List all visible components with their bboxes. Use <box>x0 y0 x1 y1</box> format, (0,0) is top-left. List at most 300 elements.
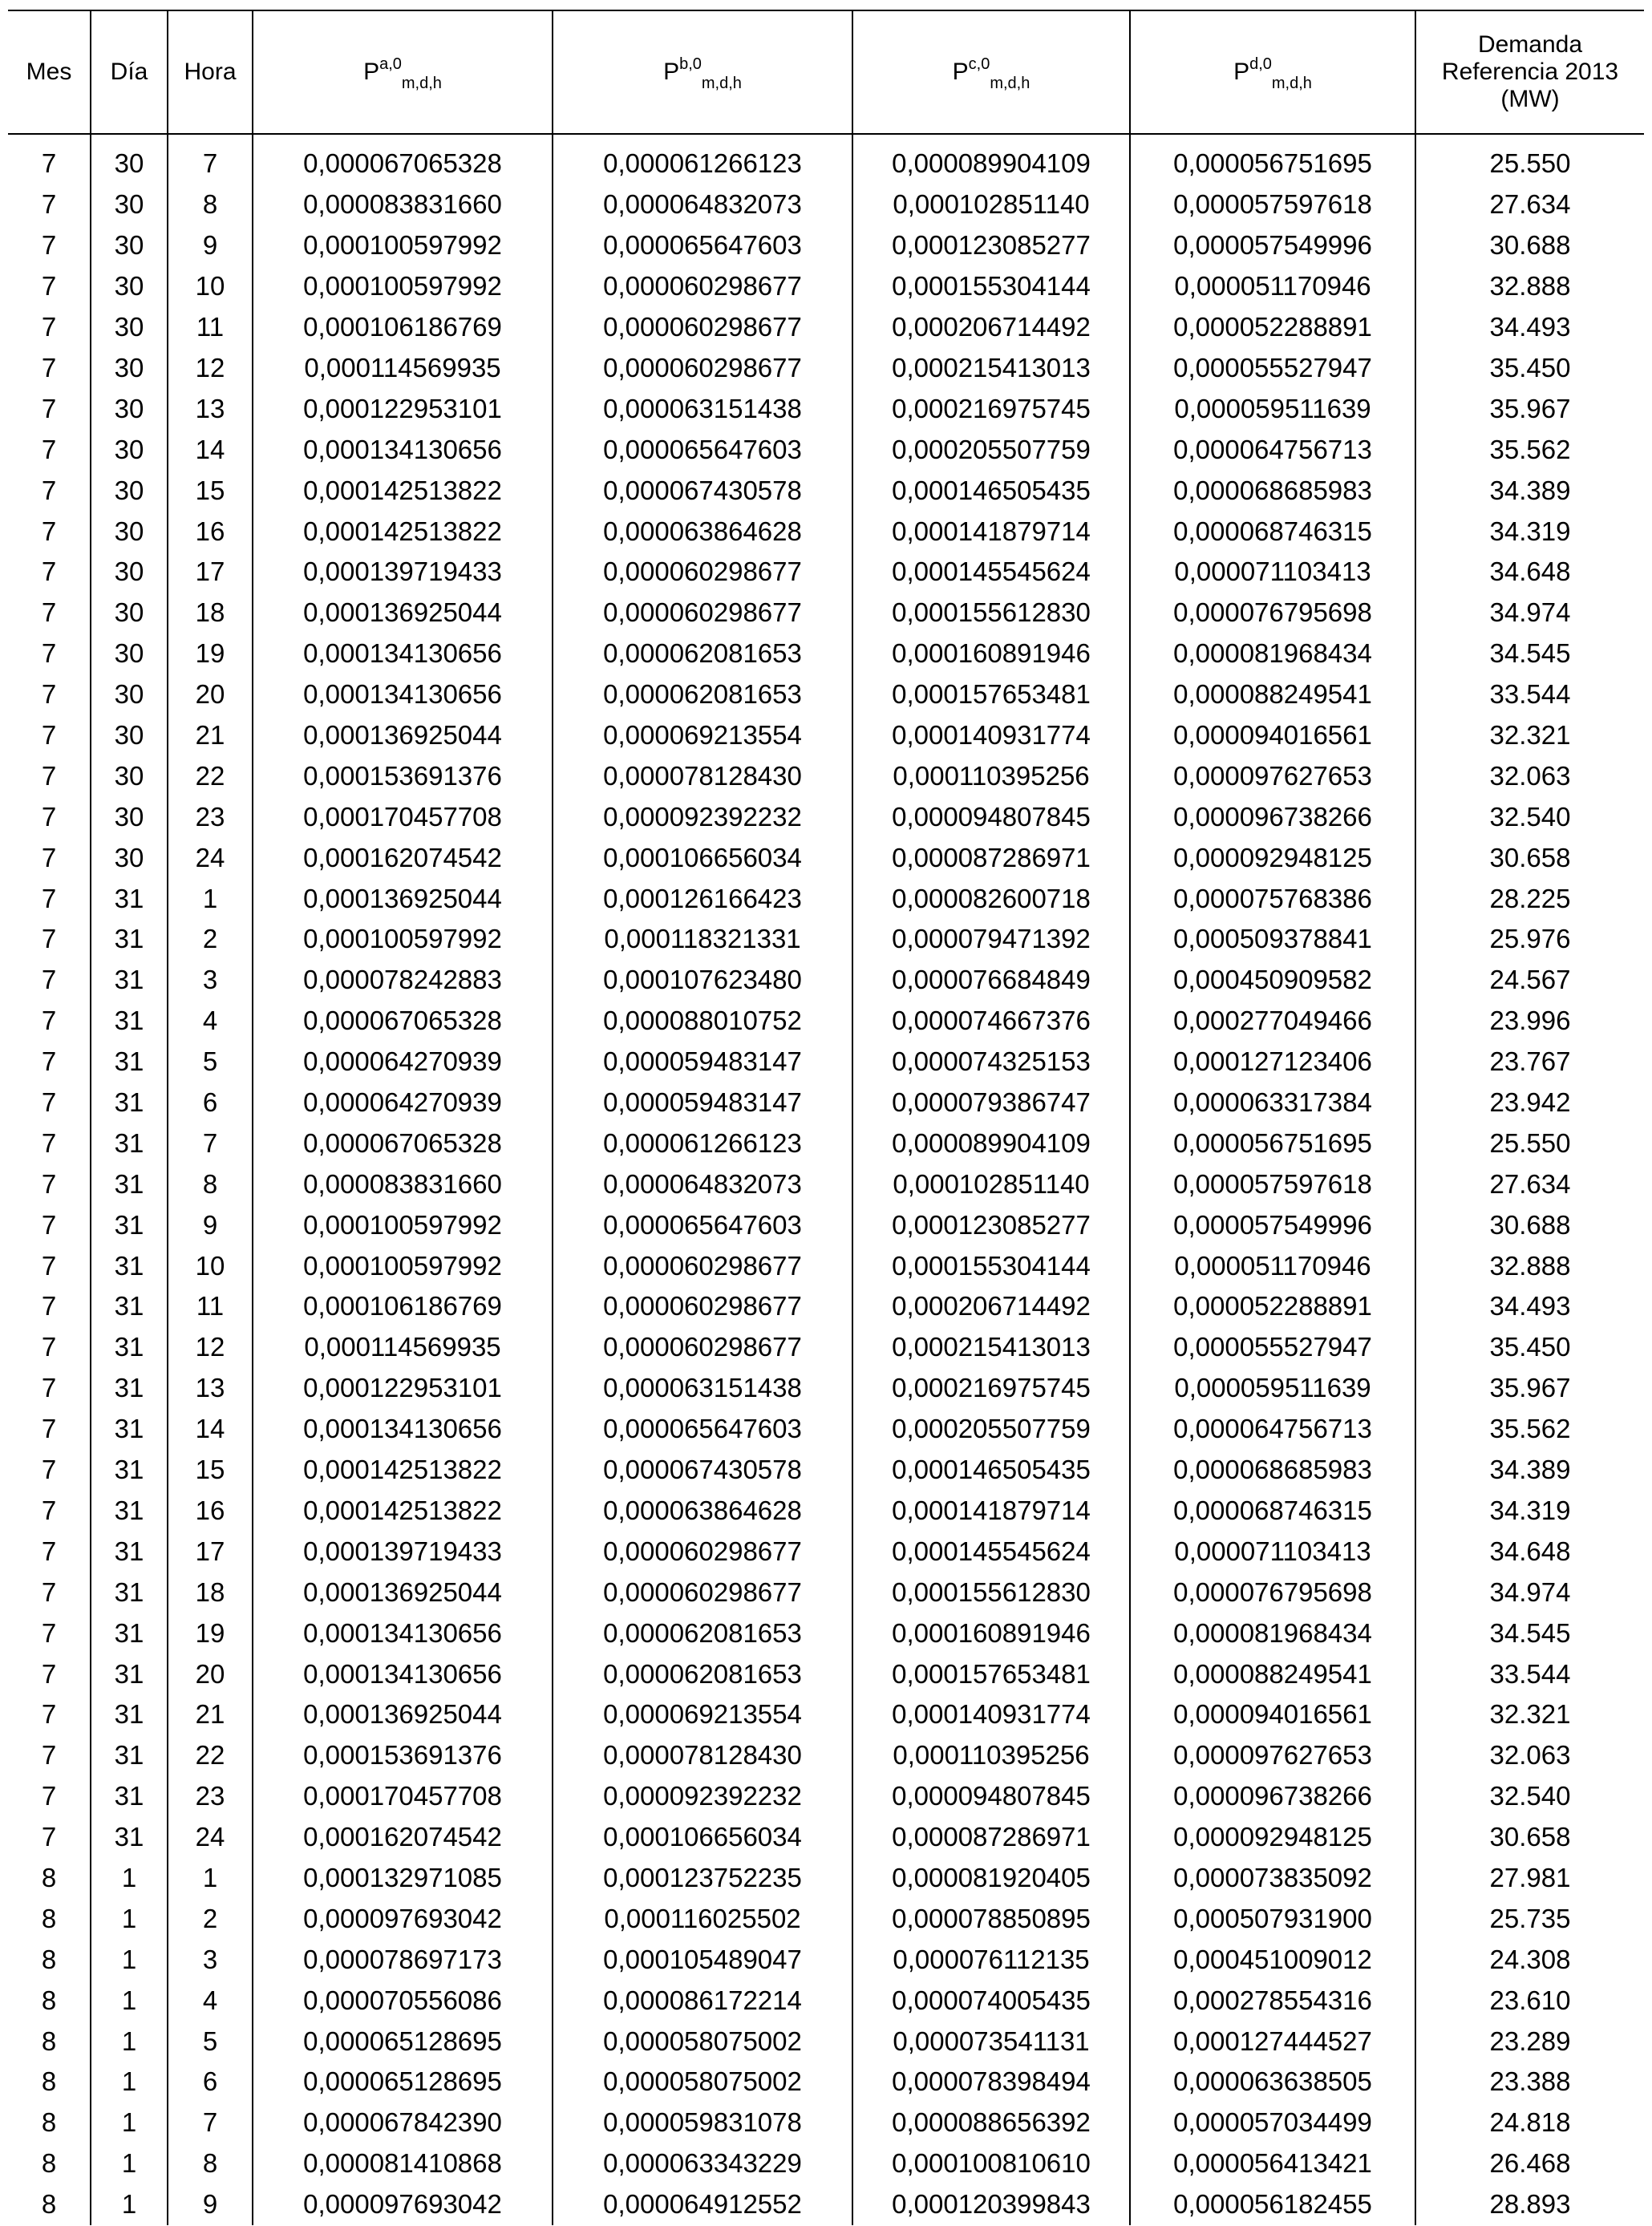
cell-pd: 0,000056751695 <box>1130 1123 1415 1164</box>
cell-pc: 0,000157653481 <box>852 674 1130 715</box>
cell-pa: 0,000134130656 <box>253 674 553 715</box>
cell-hora: 4 <box>168 1001 253 1042</box>
cell-pa: 0,000065128695 <box>253 2062 553 2103</box>
cell-pb: 0,000064832073 <box>553 1164 852 1204</box>
cell-hora: 19 <box>168 633 253 674</box>
cell-hora: 9 <box>168 1204 253 1245</box>
cell-dia: 30 <box>91 307 168 348</box>
cell-pc: 0,000087286971 <box>852 837 1130 878</box>
cell-pa: 0,000100597992 <box>253 266 553 307</box>
cell-mes: 7 <box>41 1576 57 1607</box>
cell-pd: 0,000056413421 <box>1130 2143 1415 2184</box>
table-row <box>8 2184 1644 2225</box>
cell-hora: 17 <box>168 552 253 593</box>
cell-pb: 0,000078128430 <box>553 1735 852 1776</box>
cell-pd: 0,000096738266 <box>1130 796 1415 837</box>
cell-pb: 0,000063151438 <box>553 1368 852 1409</box>
cell-dia: 31 <box>91 1653 168 1694</box>
cell-pd: 0,000071103413 <box>1130 1531 1415 1572</box>
cell-pa: 0,000064270939 <box>253 1083 553 1123</box>
cell-mes: 7 <box>41 883 57 913</box>
cell-demanda: 34.648 <box>1415 1531 1644 1572</box>
cell-mes: 7 <box>41 842 57 872</box>
cell-pa: 0,000100597992 <box>253 1245 553 1286</box>
cell-pc: 0,000078398494 <box>852 2062 1130 2103</box>
table-row <box>8 388 1644 429</box>
table-row <box>8 1735 1644 1776</box>
cell-pb: 0,000105489047 <box>553 1939 852 1980</box>
cell-mes: 7 <box>41 924 57 954</box>
table-row <box>8 134 1644 184</box>
cell-hora: 14 <box>168 429 253 470</box>
cell-hora: 13 <box>168 1368 253 1409</box>
cell-pa: 0,000153691376 <box>253 755 553 796</box>
cell-hora: 21 <box>168 715 253 756</box>
cell-pb: 0,000086172214 <box>553 1980 852 2021</box>
cell-demanda: 32.540 <box>1415 796 1644 837</box>
cell-dia: 30 <box>91 633 168 674</box>
cell-dia: 31 <box>91 1083 168 1123</box>
cell-pd: 0,000094016561 <box>1130 715 1415 756</box>
cell-pc: 0,000094807845 <box>852 1776 1130 1817</box>
cell-pb: 0,000063151438 <box>553 388 852 429</box>
cell-pb: 0,000061266123 <box>553 134 852 184</box>
cell-mes: 7 <box>41 1414 57 1444</box>
cell-dia: 31 <box>91 1042 168 1083</box>
cell-pa: 0,000106186769 <box>253 1286 553 1327</box>
cell-pc: 0,000205507759 <box>852 429 1130 470</box>
cell-demanda: 33.544 <box>1415 674 1644 715</box>
cell-pa: 0,000067842390 <box>253 2103 553 2143</box>
cell-mes: 8 <box>41 2066 57 2097</box>
data-table <box>8 10 1644 2225</box>
cell-demanda: 34.493 <box>1415 1286 1644 1327</box>
cell-pc: 0,000155304144 <box>852 266 1130 307</box>
cell-pa: 0,000100597992 <box>253 225 553 266</box>
cell-pd: 0,000081968434 <box>1130 1613 1415 1653</box>
cell-mes: 7 <box>41 230 57 261</box>
cell-dia: 30 <box>91 184 168 225</box>
cell-pc: 0,000145545624 <box>852 552 1130 593</box>
cell-demanda: 25.735 <box>1415 1898 1644 1939</box>
cell-mes: 7 <box>41 516 57 546</box>
table-row <box>8 960 1644 1001</box>
table-row <box>8 796 1644 837</box>
cell-dia: 31 <box>91 1123 168 1164</box>
header-pd: P$^{d,0}_{m,d,h}$ <box>1130 10 1415 134</box>
cell-mes: 7 <box>41 638 57 669</box>
cell-dia: 31 <box>91 919 168 960</box>
cell-pc: 0,000094807845 <box>852 796 1130 837</box>
cell-pd: 0,000063317384 <box>1130 1083 1415 1123</box>
cell-pc: 0,000076112135 <box>852 1939 1130 1980</box>
cell-hora: 6 <box>168 1083 253 1123</box>
cell-mes: 7 <box>41 1332 57 1362</box>
cell-hora: 17 <box>168 1531 253 1572</box>
cell-dia: 31 <box>91 1245 168 1286</box>
cell-dia: 1 <box>91 2062 168 2103</box>
cell-pa: 0,000153691376 <box>253 1735 553 1776</box>
cell-dia: 30 <box>91 674 168 715</box>
cell-pa: 0,000106186769 <box>253 307 553 348</box>
cell-pc: 0,000146505435 <box>852 470 1130 511</box>
header-pb: P$^{b,0}_{m,d,h}$ <box>553 10 852 134</box>
cell-pa: 0,000142513822 <box>253 470 553 511</box>
cell-dia: 30 <box>91 715 168 756</box>
cell-pa: 0,000065128695 <box>253 2021 553 2062</box>
cell-dia: 31 <box>91 1164 168 1204</box>
cell-pb: 0,000067430578 <box>553 1450 852 1491</box>
cell-pd: 0,000278554316 <box>1130 1980 1415 2021</box>
cell-pc: 0,000155304144 <box>852 1245 1130 1286</box>
header-pc: P$^{c,0}_{m,d,h}$ <box>852 10 1130 134</box>
cell-pb: 0,000059483147 <box>553 1042 852 1083</box>
cell-dia: 30 <box>91 429 168 470</box>
table-row <box>8 1858 1644 1899</box>
cell-pd: 0,000081968434 <box>1130 633 1415 674</box>
cell-hora: 23 <box>168 1776 253 1817</box>
cell-hora: 7 <box>168 134 253 184</box>
cell-dia: 31 <box>91 1368 168 1409</box>
cell-dia: 30 <box>91 511 168 552</box>
table-body <box>8 134 1644 2225</box>
cell-dia: 31 <box>91 1327 168 1368</box>
cell-hora: 18 <box>168 1572 253 1613</box>
cell-demanda: 25.550 <box>1415 134 1644 184</box>
cell-pd: 0,000057597618 <box>1130 1164 1415 1204</box>
cell-pa: 0,000097693042 <box>253 2184 553 2225</box>
table-row <box>8 266 1644 307</box>
cell-pc: 0,000110395256 <box>852 1735 1130 1776</box>
cell-pa: 0,000132971085 <box>253 1858 553 1899</box>
cell-mes: 7 <box>41 1209 57 1240</box>
cell-mes: 7 <box>41 1250 57 1281</box>
table-row <box>8 1613 1644 1653</box>
cell-pa: 0,000139719433 <box>253 552 553 593</box>
table-row <box>8 429 1644 470</box>
cell-pd: 0,000071103413 <box>1130 552 1415 593</box>
cell-pb: 0,000065647603 <box>553 1409 852 1450</box>
cell-pa: 0,000134130656 <box>253 1613 553 1653</box>
cell-pb: 0,000062081653 <box>553 1653 852 1694</box>
cell-dia: 1 <box>91 1898 168 1939</box>
cell-pc: 0,000081920405 <box>852 1858 1130 1899</box>
cell-dia: 1 <box>91 1939 168 1980</box>
cell-pb: 0,000062081653 <box>553 1613 852 1653</box>
cell-mes: 7 <box>41 1495 57 1525</box>
table-row <box>8 1286 1644 1327</box>
cell-pc: 0,000120399843 <box>852 2184 1130 2225</box>
cell-dia: 1 <box>91 1980 168 2021</box>
cell-pd: 0,000051170946 <box>1130 266 1415 307</box>
cell-pa: 0,000100597992 <box>253 1204 553 1245</box>
table-row <box>8 2103 1644 2143</box>
cell-pd: 0,000059511639 <box>1130 388 1415 429</box>
cell-pb: 0,000116025502 <box>553 1898 852 1939</box>
cell-pb: 0,000106656034 <box>553 837 852 878</box>
cell-pd: 0,000075768386 <box>1130 878 1415 919</box>
cell-demanda: 23.767 <box>1415 1042 1644 1083</box>
cell-hora: 2 <box>168 1898 253 1939</box>
cell-pc: 0,000074005435 <box>852 1980 1130 2021</box>
cell-pb: 0,000065647603 <box>553 225 852 266</box>
cell-dia: 1 <box>91 2184 168 2225</box>
cell-pa: 0,000122953101 <box>253 1368 553 1409</box>
cell-pd: 0,000092948125 <box>1130 1817 1415 1858</box>
cell-mes: 7 <box>41 1781 57 1811</box>
cell-mes: 7 <box>41 312 57 342</box>
cell-mes: 7 <box>41 1822 57 1852</box>
cell-pd: 0,000088249541 <box>1130 1653 1415 1694</box>
cell-pc: 0,000123085277 <box>852 225 1130 266</box>
cell-pd: 0,000055527947 <box>1130 348 1415 389</box>
cell-mes: 7 <box>41 965 57 995</box>
cell-pb: 0,000065647603 <box>553 429 852 470</box>
cell-pa: 0,000162074542 <box>253 1817 553 1858</box>
cell-demanda: 35.450 <box>1415 1327 1644 1368</box>
cell-pd: 0,000127444527 <box>1130 2021 1415 2062</box>
cell-dia: 1 <box>91 2143 168 2184</box>
cell-demanda: 24.818 <box>1415 2103 1644 2143</box>
cell-pb: 0,000123752235 <box>553 1858 852 1899</box>
cell-pd: 0,000450909582 <box>1130 960 1415 1001</box>
cell-pb: 0,000060298677 <box>553 1572 852 1613</box>
table-row <box>8 184 1644 225</box>
cell-pc: 0,000155612830 <box>852 593 1130 633</box>
table-row <box>8 1164 1644 1204</box>
cell-pa: 0,000170457708 <box>253 796 553 837</box>
cell-demanda: 35.562 <box>1415 1409 1644 1450</box>
cell-pd: 0,000052288891 <box>1130 1286 1415 1327</box>
table-row <box>8 1572 1644 1613</box>
cell-dia: 31 <box>91 1817 168 1858</box>
cell-pa: 0,000078242883 <box>253 960 553 1001</box>
cell-mes: 7 <box>41 1536 57 1566</box>
table-row <box>8 2143 1644 2184</box>
cell-pc: 0,000074667376 <box>852 1001 1130 1042</box>
cell-demanda: 35.562 <box>1415 429 1644 470</box>
cell-dia: 31 <box>91 1735 168 1776</box>
cell-pb: 0,000060298677 <box>553 307 852 348</box>
cell-pc: 0,000123085277 <box>852 1204 1130 1245</box>
table-row <box>8 1042 1644 1083</box>
cell-dia: 30 <box>91 552 168 593</box>
cell-hora: 7 <box>168 1123 253 1164</box>
cell-mes: 7 <box>41 353 57 382</box>
header-dia: Día <box>91 10 168 134</box>
cell-pc: 0,000206714492 <box>852 1286 1130 1327</box>
cell-hora: 21 <box>168 1694 253 1735</box>
table-row <box>8 755 1644 796</box>
cell-mes: 8 <box>41 1862 57 1892</box>
cell-pc: 0,000146505435 <box>852 1450 1130 1491</box>
cell-pa: 0,000122953101 <box>253 388 553 429</box>
cell-pb: 0,000118321331 <box>553 919 852 960</box>
cell-hora: 9 <box>168 225 253 266</box>
header-row <box>8 10 1644 134</box>
table-row <box>8 674 1644 715</box>
cell-pd: 0,000094016561 <box>1130 1694 1415 1735</box>
header-pa: P$^{a,0}_{m,d,h}$ <box>253 10 553 134</box>
cell-pa: 0,000067065328 <box>253 1001 553 1042</box>
cell-dia: 31 <box>91 960 168 1001</box>
cell-hora: 8 <box>168 2143 253 2184</box>
cell-mes: 7 <box>41 475 57 505</box>
cell-pa: 0,000134130656 <box>253 633 553 674</box>
cell-demanda: 26.468 <box>1415 2143 1644 2184</box>
cell-mes: 7 <box>41 679 57 710</box>
cell-demanda: 25.550 <box>1415 1123 1644 1164</box>
cell-pb: 0,000064912552 <box>553 2184 852 2225</box>
cell-pa: 0,000136925044 <box>253 1694 553 1735</box>
cell-mes: 8 <box>41 2026 57 2056</box>
cell-demanda: 34.545 <box>1415 1613 1644 1653</box>
cell-dia: 31 <box>91 1409 168 1450</box>
cell-mes: 7 <box>41 393 57 423</box>
cell-pd: 0,000076795698 <box>1130 593 1415 633</box>
cell-pa: 0,000139719433 <box>253 1531 553 1572</box>
cell-pd: 0,000092948125 <box>1130 837 1415 878</box>
cell-demanda: 23.996 <box>1415 1001 1644 1042</box>
cell-demanda: 30.658 <box>1415 837 1644 878</box>
table-row <box>8 1245 1644 1286</box>
cell-demanda: 32.321 <box>1415 715 1644 756</box>
cell-dia: 30 <box>91 388 168 429</box>
cell-pc: 0,000078850895 <box>852 1898 1130 1939</box>
cell-pd: 0,000059511639 <box>1130 1368 1415 1409</box>
cell-demanda: 23.388 <box>1415 2062 1644 2103</box>
table-row <box>8 1531 1644 1572</box>
cell-pa: 0,000142513822 <box>253 1491 553 1532</box>
table-row <box>8 307 1644 348</box>
cell-demanda: 34.319 <box>1415 511 1644 552</box>
cell-hora: 15 <box>168 470 253 511</box>
cell-demanda: 34.648 <box>1415 552 1644 593</box>
cell-hora: 8 <box>168 1164 253 1204</box>
cell-mes: 7 <box>41 1291 57 1321</box>
table-row <box>8 593 1644 633</box>
cell-pd: 0,000068685983 <box>1130 470 1415 511</box>
cell-mes: 7 <box>41 720 57 751</box>
cell-pb: 0,000106656034 <box>553 1817 852 1858</box>
cell-demanda: 34.493 <box>1415 307 1644 348</box>
cell-pd: 0,000052288891 <box>1130 307 1415 348</box>
cell-hora: 5 <box>168 2021 253 2062</box>
table-row <box>8 1776 1644 1817</box>
cell-dia: 31 <box>91 878 168 919</box>
cell-dia: 31 <box>91 1450 168 1491</box>
cell-mes: 7 <box>41 1046 57 1077</box>
cell-pc: 0,000216975745 <box>852 1368 1130 1409</box>
table-row <box>8 1083 1644 1123</box>
cell-dia: 30 <box>91 755 168 796</box>
cell-dia: 30 <box>91 593 168 633</box>
cell-pa: 0,000078697173 <box>253 1939 553 1980</box>
cell-mes: 7 <box>41 556 57 587</box>
cell-pb: 0,000107623480 <box>553 960 852 1001</box>
cell-pb: 0,000067430578 <box>553 470 852 511</box>
cell-pa: 0,000100597992 <box>253 919 553 960</box>
cell-dia: 31 <box>91 1613 168 1653</box>
cell-pb: 0,000069213554 <box>553 1694 852 1735</box>
cell-pa: 0,000134130656 <box>253 1653 553 1694</box>
table-row <box>8 348 1644 389</box>
cell-pc: 0,000160891946 <box>852 1613 1130 1653</box>
cell-pa: 0,000142513822 <box>253 1450 553 1491</box>
cell-hora: 10 <box>168 266 253 307</box>
cell-pd: 0,000056751695 <box>1130 134 1415 184</box>
table-row <box>8 1694 1644 1735</box>
cell-pa: 0,000114569935 <box>253 348 553 389</box>
cell-demanda: 23.942 <box>1415 1083 1644 1123</box>
cell-hora: 2 <box>168 919 253 960</box>
cell-pb: 0,000065647603 <box>553 1204 852 1245</box>
cell-hora: 22 <box>168 1735 253 1776</box>
cell-demanda: 32.321 <box>1415 1694 1644 1735</box>
cell-hora: 6 <box>168 2062 253 2103</box>
cell-hora: 18 <box>168 593 253 633</box>
table-row <box>8 1204 1644 1245</box>
table-row <box>8 1898 1644 1939</box>
header-mes: Mes <box>8 10 91 134</box>
cell-dia: 31 <box>91 1531 168 1572</box>
cell-pc: 0,000102851140 <box>852 1164 1130 1204</box>
cell-pb: 0,000060298677 <box>553 1245 852 1286</box>
cell-pd: 0,000057034499 <box>1130 2103 1415 2143</box>
cell-mes: 7 <box>41 189 57 220</box>
cell-hora: 3 <box>168 1939 253 1980</box>
cell-dia: 30 <box>91 796 168 837</box>
cell-pa: 0,000134130656 <box>253 1409 553 1450</box>
cell-pc: 0,000140931774 <box>852 1694 1130 1735</box>
cell-pa: 0,000081410868 <box>253 2143 553 2184</box>
cell-demanda: 34.545 <box>1415 633 1644 674</box>
cell-pd: 0,000076795698 <box>1130 1572 1415 1613</box>
cell-pc: 0,000205507759 <box>852 1409 1130 1450</box>
table-row <box>8 552 1644 593</box>
cell-pc: 0,000102851140 <box>852 184 1130 225</box>
table-row <box>8 1327 1644 1368</box>
cell-pb: 0,000059831078 <box>553 2103 852 2143</box>
cell-demanda: 32.888 <box>1415 266 1644 307</box>
cell-hora: 4 <box>168 1980 253 2021</box>
cell-pc: 0,000089904109 <box>852 1123 1130 1164</box>
cell-pb: 0,000062081653 <box>553 674 852 715</box>
cell-hora: 14 <box>168 1409 253 1450</box>
cell-mes: 7 <box>41 1373 57 1403</box>
cell-pb: 0,000058075002 <box>553 2062 852 2103</box>
cell-pd: 0,000057549996 <box>1130 225 1415 266</box>
cell-pa: 0,000083831660 <box>253 1164 553 1204</box>
table-row <box>8 225 1644 266</box>
cell-hora: 11 <box>168 1286 253 1327</box>
cell-dia: 30 <box>91 348 168 389</box>
cell-demanda: 23.610 <box>1415 1980 1644 2021</box>
cell-pa: 0,000170457708 <box>253 1776 553 1817</box>
cell-pa: 0,000067065328 <box>253 1123 553 1164</box>
cell-hora: 11 <box>168 307 253 348</box>
cell-pd: 0,000051170946 <box>1130 1245 1415 1286</box>
cell-dia: 31 <box>91 1491 168 1532</box>
table-row <box>8 878 1644 919</box>
cell-mes: 7 <box>41 597 57 628</box>
cell-demanda: 27.981 <box>1415 1858 1644 1899</box>
cell-pb: 0,000126166423 <box>553 878 852 919</box>
cell-pb: 0,000060298677 <box>553 266 852 307</box>
cell-pd: 0,000055527947 <box>1130 1327 1415 1368</box>
cell-mes: 7 <box>41 1168 57 1199</box>
cell-mes: 7 <box>41 1006 57 1036</box>
